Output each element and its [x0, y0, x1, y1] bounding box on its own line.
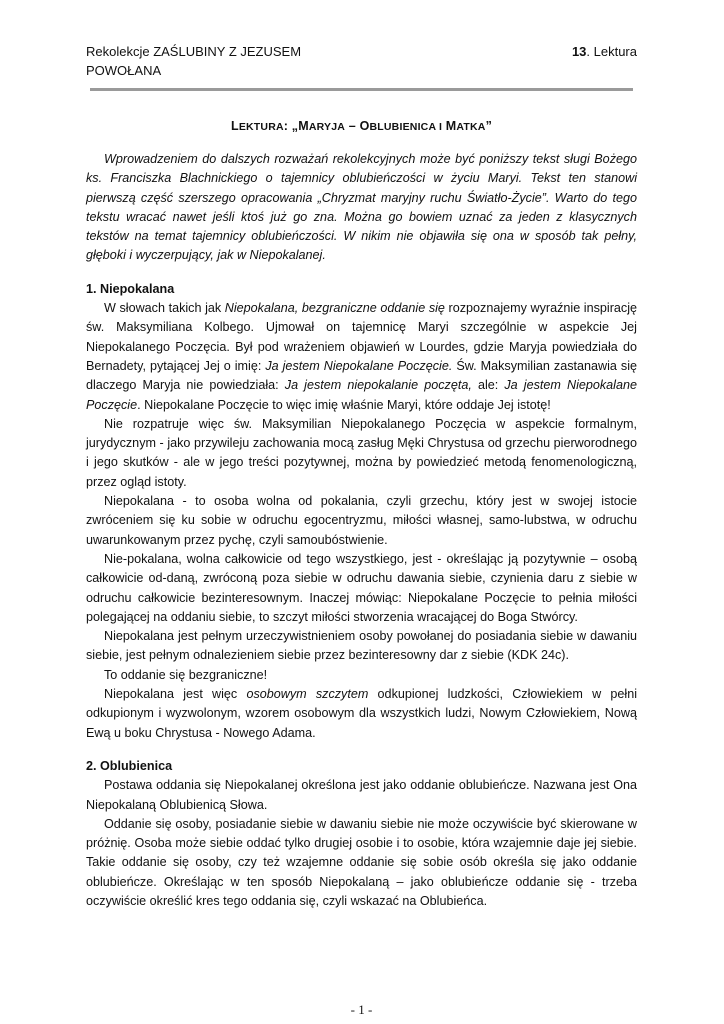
page-number: - 1 - — [350, 1002, 373, 1017]
paragraph: Nie rozpatruje więc św. Maksymilian Niepokalanego Poczęcia w aspekcie formalnym, jurydycznym - jako przywileju zachowania mocą zasług Męki Chrystusa od grzechu pierworodnego i jego skutków - ale w jego treści pozytywnej, można by powiedzieć metodą fenomenologiczną, przez ogląd istoty. — [86, 416, 637, 489]
header-reading-number: 13. Lektura — [571, 44, 637, 59]
section-heading-niepokalana: 1. Niepokalana — [86, 281, 175, 296]
paragraph: Nie-pokalana, wolna całkowicie od tego wszystkiego, jest - określając ją pozytywnie – osobą całkowicie od-daną, zwróconą poza siebie w odruchu dawania siebie, czynienia daru z siebie w odruchu całkowicie bezinteresownym. Inaczej mówiąc: Niepokalane Poczęcie to pełnia miłości polegającej na oddaniu siebie, to szczyt miłości stworzenia wracającej do Boga Stwórcy. — [86, 551, 637, 624]
paragraph: W słowach takich jak Niepokalana, bezgraniczne oddanie się rozpoznajemy wyraźnie inspirację św. Maksymiliana Kolbego. Ujmował on tajemnicę Maryi szczególnie w aspekcie Jej Niepokalanego Poczęcia. Był pod wrażeniem objawień w Lourdes, gdzie Maryja powiedziała do Bernadety, pytającej Jej o imię: Ja jestem Niepokalane Poczęcie. Św. Maksymilian zastanawia się dlaczego Maryja nie powiedziała: Ja jestem niepokalanie poczęta, ale: Ja jestem Niepokalane Poczęcie. Niepokalane Poczęcie to więc imię właśnie Maryi, które oddaje Jej istotę! — [86, 301, 637, 412]
intro-paragraph: Wprowadzeniem do dalszych rozważań rekolekcyjnych może być poniższy tekst sługi Bożego ks. Franciszka Blachnickiego o tajemnicy oblubieńczości w życiu Maryi. Tekst ten stanowi pierwszą część szerszego opracowania „Chryzmat maryjny ruchu Światło-Życie”. Warto do tego tekstu wracać nawet jeśli ktoś już go zna. Można go bowiem uznać za jeden z klasycznych tekstów na temat tajemnicy oblubieńczości. W nikim nie objawiła się ona w sposób tak pełny, głęboki i wyczerpujący, jak w Niepokalanej. — [86, 152, 637, 263]
paragraph: Niepokalana jest więc osobowym szczytem odkupionej ludzkości, Człowiekiem w pełni odkupionym i wyzwolonym, wzorem osobowym dla wszystkich ludzi, Nowym Człowiekiem, Nową Ewą u boku Chrystusa - Nowego Adama. — [86, 687, 637, 740]
document-page — [86, 40, 637, 1017]
section-heading-oblubienica: 2. Oblubienica — [86, 758, 173, 773]
paragraph: To oddanie się bezgraniczne! — [104, 667, 268, 682]
document-body — [86, 150, 637, 911]
paragraph: Oddanie się osoby, posiadanie siebie w dawaniu siebie nie może oczywiście być skierowane w próżnię. Osoba może siebie oddać tylko drugiej osobie i to osobie, która wzajemnie daje jej siebie. Takie oddanie się osoby, czy też wzajemne oddanie się sobie osób określa się jako oddanie oblubieńcze. Określając w ten sposób Niepokalaną – jako oblubieńcze oddanie się - trzeba oczywiście określić kres tego oddania się, czyli wskazać na Oblubieńca. — [86, 816, 637, 908]
paragraph: Postawa oddania się Niepokalanej określona jest jako oddanie oblubieńcze. Nazwana jest Ona Niepokalaną Oblubienicą Słowa. — [86, 778, 637, 812]
reading-title: LEKTURA: „MARYJA – OBLUBIENICA I MATKA” — [230, 119, 493, 133]
paragraph: Niepokalana jest pełnym urzeczywistnieniem osoby powołanej do posiadania siebie w dawaniu siebie, jest pełnym odnalezieniem siebie przez bezinteresowny dar z siebie (KDK 24c). — [86, 629, 637, 663]
header-divider — [90, 88, 633, 91]
header-subtitle: POWOŁANA — [86, 63, 162, 78]
running-header — [86, 40, 637, 84]
paragraph: Niepokalana - to osoba wolna od pokalania, czyli grzechu, który jest w swojej istocie zwróceniem się ku sobie w odruchu egocentryzmu, miłości własnej, samo-lubstwa, w odruchu uwarunkowanym przez pychę, czyli samoubóstwienie. — [86, 494, 637, 547]
header-series-title: Rekolekcje ZAŚLUBINY Z JEZUSEM — [86, 44, 302, 59]
